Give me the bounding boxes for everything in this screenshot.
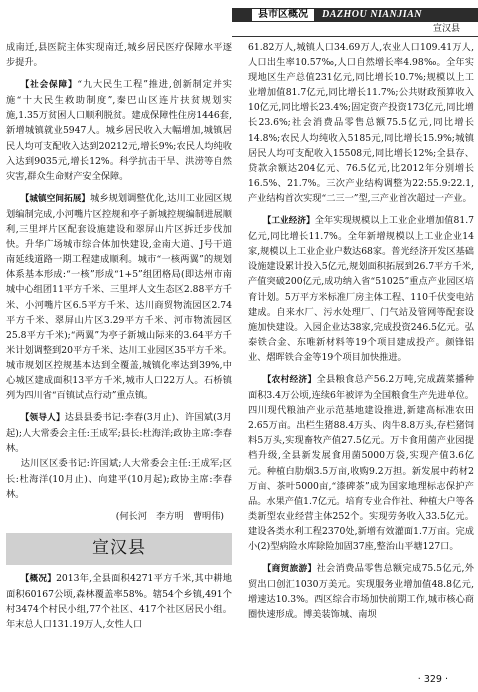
paragraph-statistics: 61.82万人,城镇人口34.69万人,农业人口109.41万人,人口出生率10.57‰,人口自然增长率4.98‰。全年实现地区生产总值231亿元,同比增长10.7%;规模以上工业增加值81.7亿元,同比增长11.7%;公共财政预算收入10亿元,同比增长23.4%;固定资产投资173亿元,同比增长23.6%;社会消费品零售总额75.5亿元,同比增长14.8%;农民人均纯收入5185元,同比增长15.9%;城镇居民人均可支配收入15508元,同比增长12%;全县存、贷款余额达204亿元、76.5亿元,比2012年分别增长16.5%、21.7%。三次产业结构调整为22:55.9:22.1,产业结构首次实现“二三一”型,三产业首次超过一产业。 <box>248 42 474 204</box>
author-credit: (何长河 李方明 曹明伟) <box>115 510 224 522</box>
section-label-leaders: 【领导人】 <box>20 413 65 424</box>
header-section-title: 县市区概况 <box>252 9 314 21</box>
left-column <box>6 40 232 632</box>
paragraph-intro: 成南迁,县医院主体实现南迁,城乡居民医疗保障水平逐步提升。 <box>6 42 232 69</box>
page-number: · 329 · <box>417 674 448 685</box>
section-label-industry: 【工业经济】 <box>262 216 315 227</box>
header-county-name: 宣汉县 <box>432 24 460 34</box>
paragraph-commerce <box>248 561 474 622</box>
paragraph-industry <box>248 213 474 365</box>
header-yearbook-title: DAZHOU NIANJIAN <box>322 9 423 20</box>
right-column <box>248 40 474 622</box>
section-label-agriculture: 【农村经济】 <box>262 374 317 385</box>
paragraph-leaders-district: 达川区区委书记:许国斌;人大常委会主任:王成军;区长:杜海洋(10月止)、向建平(10月起);政协主席:李春林。 <box>6 458 232 500</box>
commerce-text: 社会消费品零售总额完成75.5亿元,外贸出口创汇1030万美元。实现服务业增加值48.8亿元,增速达10.3%。西区综合市场加快前期工作,城市核心商圈快速形成。博美装饰城、南坝 <box>248 563 474 621</box>
section-label-urban-expansion: 【城镇空间拓展】 <box>20 193 91 204</box>
header-rule <box>232 36 478 37</box>
page-header <box>0 0 478 38</box>
county-title-banner: 宣汉县 <box>6 533 232 565</box>
paragraph-agriculture <box>248 372 474 554</box>
industry-text: 全年实现规模以上工业企业增加值81.7亿元,同比增长11.7%。全年新增规模以上工业企业14家,规模以上工业企业户数达68家。普光经济开发区基础设施建设累计投入5亿元,规划面积拓展到26.7平方千米,产值突破200亿元,成功纳入省“51025”重点产业园区培育计划。5万平方米标准厂房主体工程、110千伏变电站建成。自来水厂、污水处理厂、门气站及管网等配套设施加快建设。入园企业达38家,完成投资246.5亿元。弘泰铁合金、东唯新材料等19个项目建成投产。颜锋铝业、熠晖铁合金等19个项目加快推进。 <box>248 215 474 363</box>
section-label-overview: 【概况】 <box>20 573 57 584</box>
leaders-text: 达县县委书记:李春(3月止)、许国斌(3月起);人大常委会主任:王成军;县长:杜海洋;政协主席:李春林。 <box>6 412 232 455</box>
overview-text: 2013年,全县面积4271平方千米,其中耕地面积60167公顷,森林覆盖率58%。辖54个乡镇,491个村3474个村民小组,77个社区、417个社区居民小组。年末总人口131.19万人,女性人口 <box>6 572 232 631</box>
section-label-commerce: 【商贸旅游】 <box>262 564 317 575</box>
section-label-social-security: 【社会保障】 <box>20 80 78 91</box>
agriculture-text: 全县粮食总产56.2万吨,完成蔬菜播种面积3.4万公顷,连续6年被评为全国粮食生产先进单位。四川现代粮油产业示范基地建设推进,新建高标准农田2.65万亩。出栏生猪88.4万头、肉牛8.8万头,存栏猪饲料5万头,实现畜牧产值27.5亿元。万卡食用菌产业园提档升级,全县新发展食用菌5000万袋,实现产值3.6亿元。种植白肋烟3.5万亩,收购9.2万担。新发展中药材2万亩、茶叶5000亩,“漆碑茶”成为国家地理标志保护产品。水果产值1.7亿元。培育专业合作社、种植大户等各类新型农业经营主体252个。实现劳务收入33.5亿元。建设各类水利工程2370处,新增有效灌面1.7万亩。完成小(2)型病险水库除险加固37座,整治山平塘127口。 <box>248 373 474 552</box>
paragraph-overview <box>6 571 232 632</box>
paragraph-leaders <box>6 410 232 456</box>
social-security-text: “九大民生工程”推进,创新制定并实施“十大民生救助制度”,秦巴山区连片扶贫规划实施,1.35万贫困人口顺利脱贫。建成保障性住房1446套,新增城镇就业5947人。城乡居民收入大幅增加,城镇居民人均可支配收入达到20212元,增长9%;农民人均纯收入达到9035元,增长12%。科学抗击干旱、洪涝等自然灾害,群众生命财产安全保障。 <box>6 79 232 182</box>
paragraph-social-security <box>6 77 232 184</box>
urban-expansion-text: 城乡规划调整优化,达川工业园区规划编制完成,小河嘴片区控规和亭子新城控规编制进展顺利,三里坪片区配套设施建设和翠屏山片区拆迁步伐加快。升华广场城市综合体加快建设,金南大道、J号干道南延线道路一期工程建成顺利。城市“一核两翼”的规划体系基本形成:“一核”形成“1+5”组团格局(即达州市南城中心组团11平方千米、三里坪人文生态区2.88平方千米、小河嘴片区6.5平方千米、达川商贸物流园区2.74平方千米、翠屏山片区3.29平方千米、河市物流园区25.8平方千米);“两翼”为亭子新城山际来的3.64平方千米计划调整到20平方千米、达川工业园区35平方千米。城市规划区控规基本达到全覆盖,城镇化率达到39%,中心城区建成面积13平方千米,城市人口22万人。石桥镇列为四川省“百镇试点行动”重点镇。 <box>6 192 232 402</box>
paragraph-urban-expansion <box>6 191 232 403</box>
